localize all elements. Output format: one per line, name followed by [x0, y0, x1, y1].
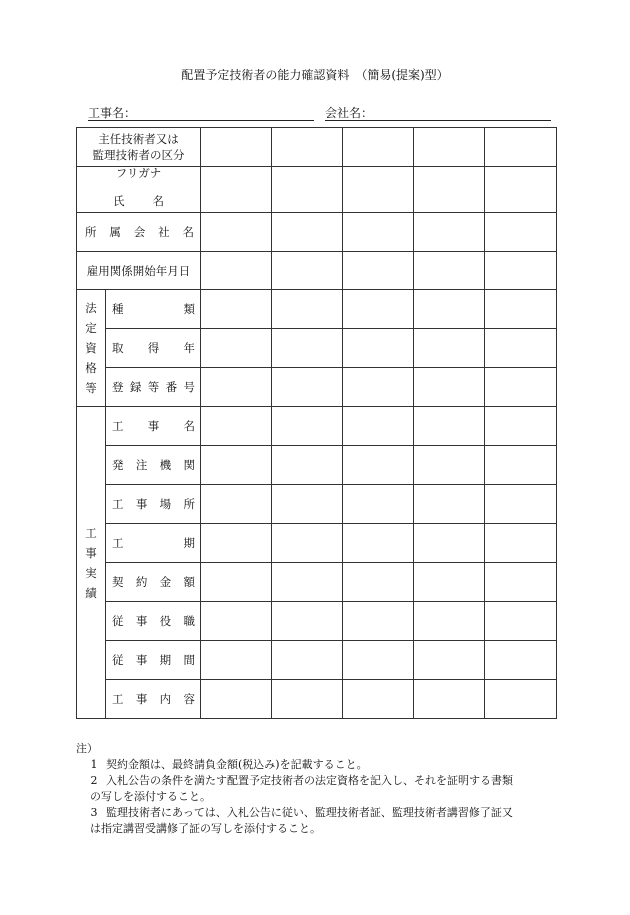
- table-row: [77, 167, 557, 213]
- table-row: [77, 524, 557, 563]
- entry-cell[interactable]: [201, 680, 272, 719]
- entry-cell[interactable]: [201, 407, 272, 446]
- capability-table: [76, 127, 557, 719]
- table-row: [77, 680, 557, 719]
- table-row: [77, 563, 557, 602]
- entry-cell[interactable]: [201, 563, 272, 602]
- entry-cell[interactable]: [272, 128, 343, 167]
- entry-cell[interactable]: [414, 446, 485, 485]
- project-name-label: 工事名：: [88, 106, 137, 120]
- entry-cell[interactable]: [485, 680, 557, 719]
- entry-cell[interactable]: [414, 329, 485, 368]
- entry-cell[interactable]: [485, 407, 557, 446]
- entry-cell[interactable]: [485, 213, 557, 252]
- entry-cell[interactable]: [201, 485, 272, 524]
- entry-cell[interactable]: [272, 213, 343, 252]
- entry-cell[interactable]: [485, 329, 557, 368]
- entry-cell[interactable]: [414, 602, 485, 641]
- role-label: 従 事 役 職: [106, 602, 201, 641]
- table-row: [77, 329, 557, 368]
- employment-start-label: 雇用関係開始年月日: [77, 252, 201, 290]
- entry-cell[interactable]: [201, 524, 272, 563]
- entry-cell[interactable]: [414, 485, 485, 524]
- entry-cell[interactable]: [201, 167, 272, 213]
- entry-cell[interactable]: [272, 290, 343, 329]
- entry-cell[interactable]: [414, 524, 485, 563]
- entry-cell[interactable]: [272, 485, 343, 524]
- entry-cell[interactable]: [343, 213, 414, 252]
- entry-cell[interactable]: [485, 641, 557, 680]
- work-record-group-label: 工 事 実 績: [77, 407, 106, 719]
- registration-number-label: 登 録 等 番 号: [106, 368, 201, 407]
- note-item: 3 監理技術者にあっては、入札公告に従い、監理技術者証、監理技術者講習修了証又: [90, 806, 513, 819]
- entry-cell[interactable]: [485, 290, 557, 329]
- entry-cell[interactable]: [343, 407, 414, 446]
- company-name-label: 会社名：: [325, 106, 374, 120]
- entry-cell[interactable]: [485, 524, 557, 563]
- project-name-field[interactable]: [88, 104, 314, 121]
- entry-cell[interactable]: [272, 602, 343, 641]
- entry-cell[interactable]: [414, 368, 485, 407]
- entry-cell[interactable]: [201, 602, 272, 641]
- table-row: [77, 368, 557, 407]
- entry-cell[interactable]: [201, 641, 272, 680]
- entry-cell[interactable]: [343, 485, 414, 524]
- name-label: フリガナ 氏 名: [77, 167, 201, 213]
- entry-cell[interactable]: [343, 290, 414, 329]
- notes-section: [76, 741, 566, 837]
- entry-cell[interactable]: [343, 524, 414, 563]
- entry-cell[interactable]: [272, 329, 343, 368]
- entry-cell[interactable]: [201, 213, 272, 252]
- entry-cell[interactable]: [272, 641, 343, 680]
- entry-cell[interactable]: [485, 602, 557, 641]
- entry-cell[interactable]: [201, 128, 272, 167]
- entry-cell[interactable]: [414, 641, 485, 680]
- entry-cell[interactable]: [201, 368, 272, 407]
- entry-cell[interactable]: [272, 446, 343, 485]
- work-name-label: 工 事 名: [106, 407, 201, 446]
- entry-cell[interactable]: [414, 407, 485, 446]
- entry-cell[interactable]: [201, 329, 272, 368]
- entry-cell[interactable]: [343, 329, 414, 368]
- entry-cell[interactable]: [485, 128, 557, 167]
- entry-cell[interactable]: [414, 563, 485, 602]
- entry-cell[interactable]: [414, 128, 485, 167]
- entry-cell[interactable]: [485, 368, 557, 407]
- entry-cell[interactable]: [414, 290, 485, 329]
- entry-cell[interactable]: [272, 524, 343, 563]
- entry-cell[interactable]: [343, 602, 414, 641]
- notes-heading: 注）: [76, 742, 98, 755]
- table-row: [77, 602, 557, 641]
- entry-cell[interactable]: [414, 213, 485, 252]
- chief-engineer-label: 主任技術者又は 監理技術者の区分: [77, 128, 201, 167]
- entry-cell[interactable]: [343, 368, 414, 407]
- furigana-label: フリガナ: [115, 166, 162, 180]
- entry-cell[interactable]: [272, 680, 343, 719]
- entry-cell[interactable]: [272, 252, 343, 290]
- table-row: [77, 213, 557, 252]
- work-period-label: 工 期: [106, 524, 201, 563]
- entry-cell[interactable]: [343, 680, 414, 719]
- entry-cell[interactable]: [201, 252, 272, 290]
- entry-cell[interactable]: [343, 128, 414, 167]
- entry-cell[interactable]: [485, 563, 557, 602]
- work-location-label: 工 事 場 所: [106, 485, 201, 524]
- table-row: [77, 290, 557, 329]
- entry-cell[interactable]: [343, 563, 414, 602]
- page-title: 配置予定技術者の能力確認資料 （簡易(提案)型）: [181, 68, 449, 82]
- ordering-agency-label: 発 注 機 関: [106, 446, 201, 485]
- table-row: [77, 446, 557, 485]
- entry-cell[interactable]: [343, 167, 414, 213]
- table-row: [77, 407, 557, 446]
- note-continuation: は指定講習受講修了証の写しを添付すること。: [90, 822, 321, 835]
- entry-cell[interactable]: [272, 563, 343, 602]
- company-label: 所 属 会 社 名: [77, 213, 201, 252]
- entry-cell[interactable]: [485, 446, 557, 485]
- table-row: [77, 252, 557, 290]
- legal-qualification-group-label: 法 定 資 格 等: [77, 290, 106, 407]
- company-name-field[interactable]: [325, 104, 551, 121]
- contract-amount-label: 契 約 金 額: [106, 563, 201, 602]
- entry-cell[interactable]: [414, 167, 485, 213]
- entry-cell[interactable]: [485, 485, 557, 524]
- entry-cell[interactable]: [343, 252, 414, 290]
- entry-cell[interactable]: [201, 290, 272, 329]
- table-row: [77, 641, 557, 680]
- entry-cell[interactable]: [485, 167, 557, 213]
- acquisition-year-label: 取 得 年: [106, 329, 201, 368]
- entry-cell[interactable]: [272, 407, 343, 446]
- engaged-period-label: 従 事 期 間: [106, 641, 201, 680]
- table-row: [77, 128, 557, 167]
- entry-cell[interactable]: [343, 641, 414, 680]
- entry-cell[interactable]: [201, 446, 272, 485]
- table-row: [77, 485, 557, 524]
- qualification-kind-label: 種 類: [106, 290, 201, 329]
- entry-cell[interactable]: [272, 368, 343, 407]
- note-item: 2 入札公告の条件を満たす配置予定技術者の法定資格を記入し、それを証明する書類: [90, 774, 513, 787]
- note-item: 1 契約金額は、最終請負金額(税込み)を記載すること。: [90, 758, 368, 771]
- work-content-label: 工 事 内 容: [106, 680, 201, 719]
- entry-cell[interactable]: [414, 252, 485, 290]
- note-continuation: の写しを添付すること。: [90, 790, 211, 803]
- entry-cell[interactable]: [414, 680, 485, 719]
- entry-cell[interactable]: [485, 252, 557, 290]
- entry-cell[interactable]: [272, 167, 343, 213]
- entry-cell[interactable]: [343, 446, 414, 485]
